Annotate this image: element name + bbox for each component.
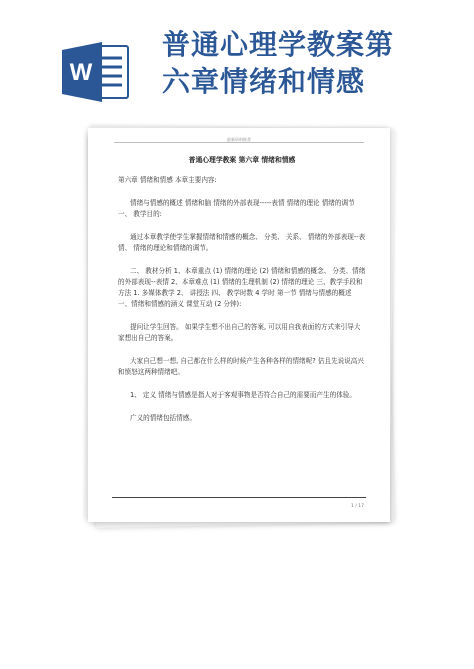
word-logo-icon <box>62 42 130 102</box>
paragraph: 大家自己想一想, 自己都在什么样的时候产生各种各样的情绪呢? 估且先说说高兴和愤怒这两种情绪吧。 <box>118 357 364 376</box>
page-title-line-1: 普通心理学教案第 <box>162 28 395 61</box>
header-note <box>88 137 390 143</box>
document-page <box>88 128 390 522</box>
paragraph: 第六章 情绪和情感 本章主要内容: <box>118 176 217 184</box>
paragraph: 二、 教材分析 1、本章重点 (1) 情绪的理论 (2) 情绪和情感的概念、 分类、情绪的外部表现--表情 2、本章难点 (1) 情绪的生理机制 (2) 情绪的理论 三、教学手段和方法 1. 多媒体教学 2、 讲授法 四、 教学时数 4 学时 第一节 情绪与情感的概述 一、情绪和情感的涵义 课堂互动 (2 分钟): <box>118 267 366 308</box>
logo-letter: W <box>69 59 93 86</box>
paragraph: 1、 定义 情绪与情感是指人对于客观事物是否符合自己的需要而产生的体验。 <box>130 391 356 399</box>
document-title: 普通心理学教案 第六章 情绪和情感 <box>188 156 296 164</box>
page-number: 1 / 17 <box>351 504 364 509</box>
footer-rule <box>112 497 366 498</box>
document-body <box>118 155 366 436</box>
header-note-text: 最新资料推荐 <box>223 137 255 142</box>
paragraph: 提问让学生回答。 如果学生想不出自己的答案, 可以用自我表面的方式来引导大家想出自己的答案。 <box>118 323 361 342</box>
page-title-line-2: 六章情绪和情感 <box>162 65 366 98</box>
paragraph: 情绪与情感的概述 情绪和脑 情绪的外部表现-----表情 情绪的理论 情绪的调节 一、 教学目的: <box>118 199 355 218</box>
paragraph: 通过本章教学使学生掌握情绪和情感的概念、 分类、 关系、 情绪的外部表现--表情、 情绪的理论和情绪的调节。 <box>118 233 366 252</box>
paragraph: 广义的情绪包括情感。 <box>130 414 196 422</box>
page-title <box>162 26 462 100</box>
